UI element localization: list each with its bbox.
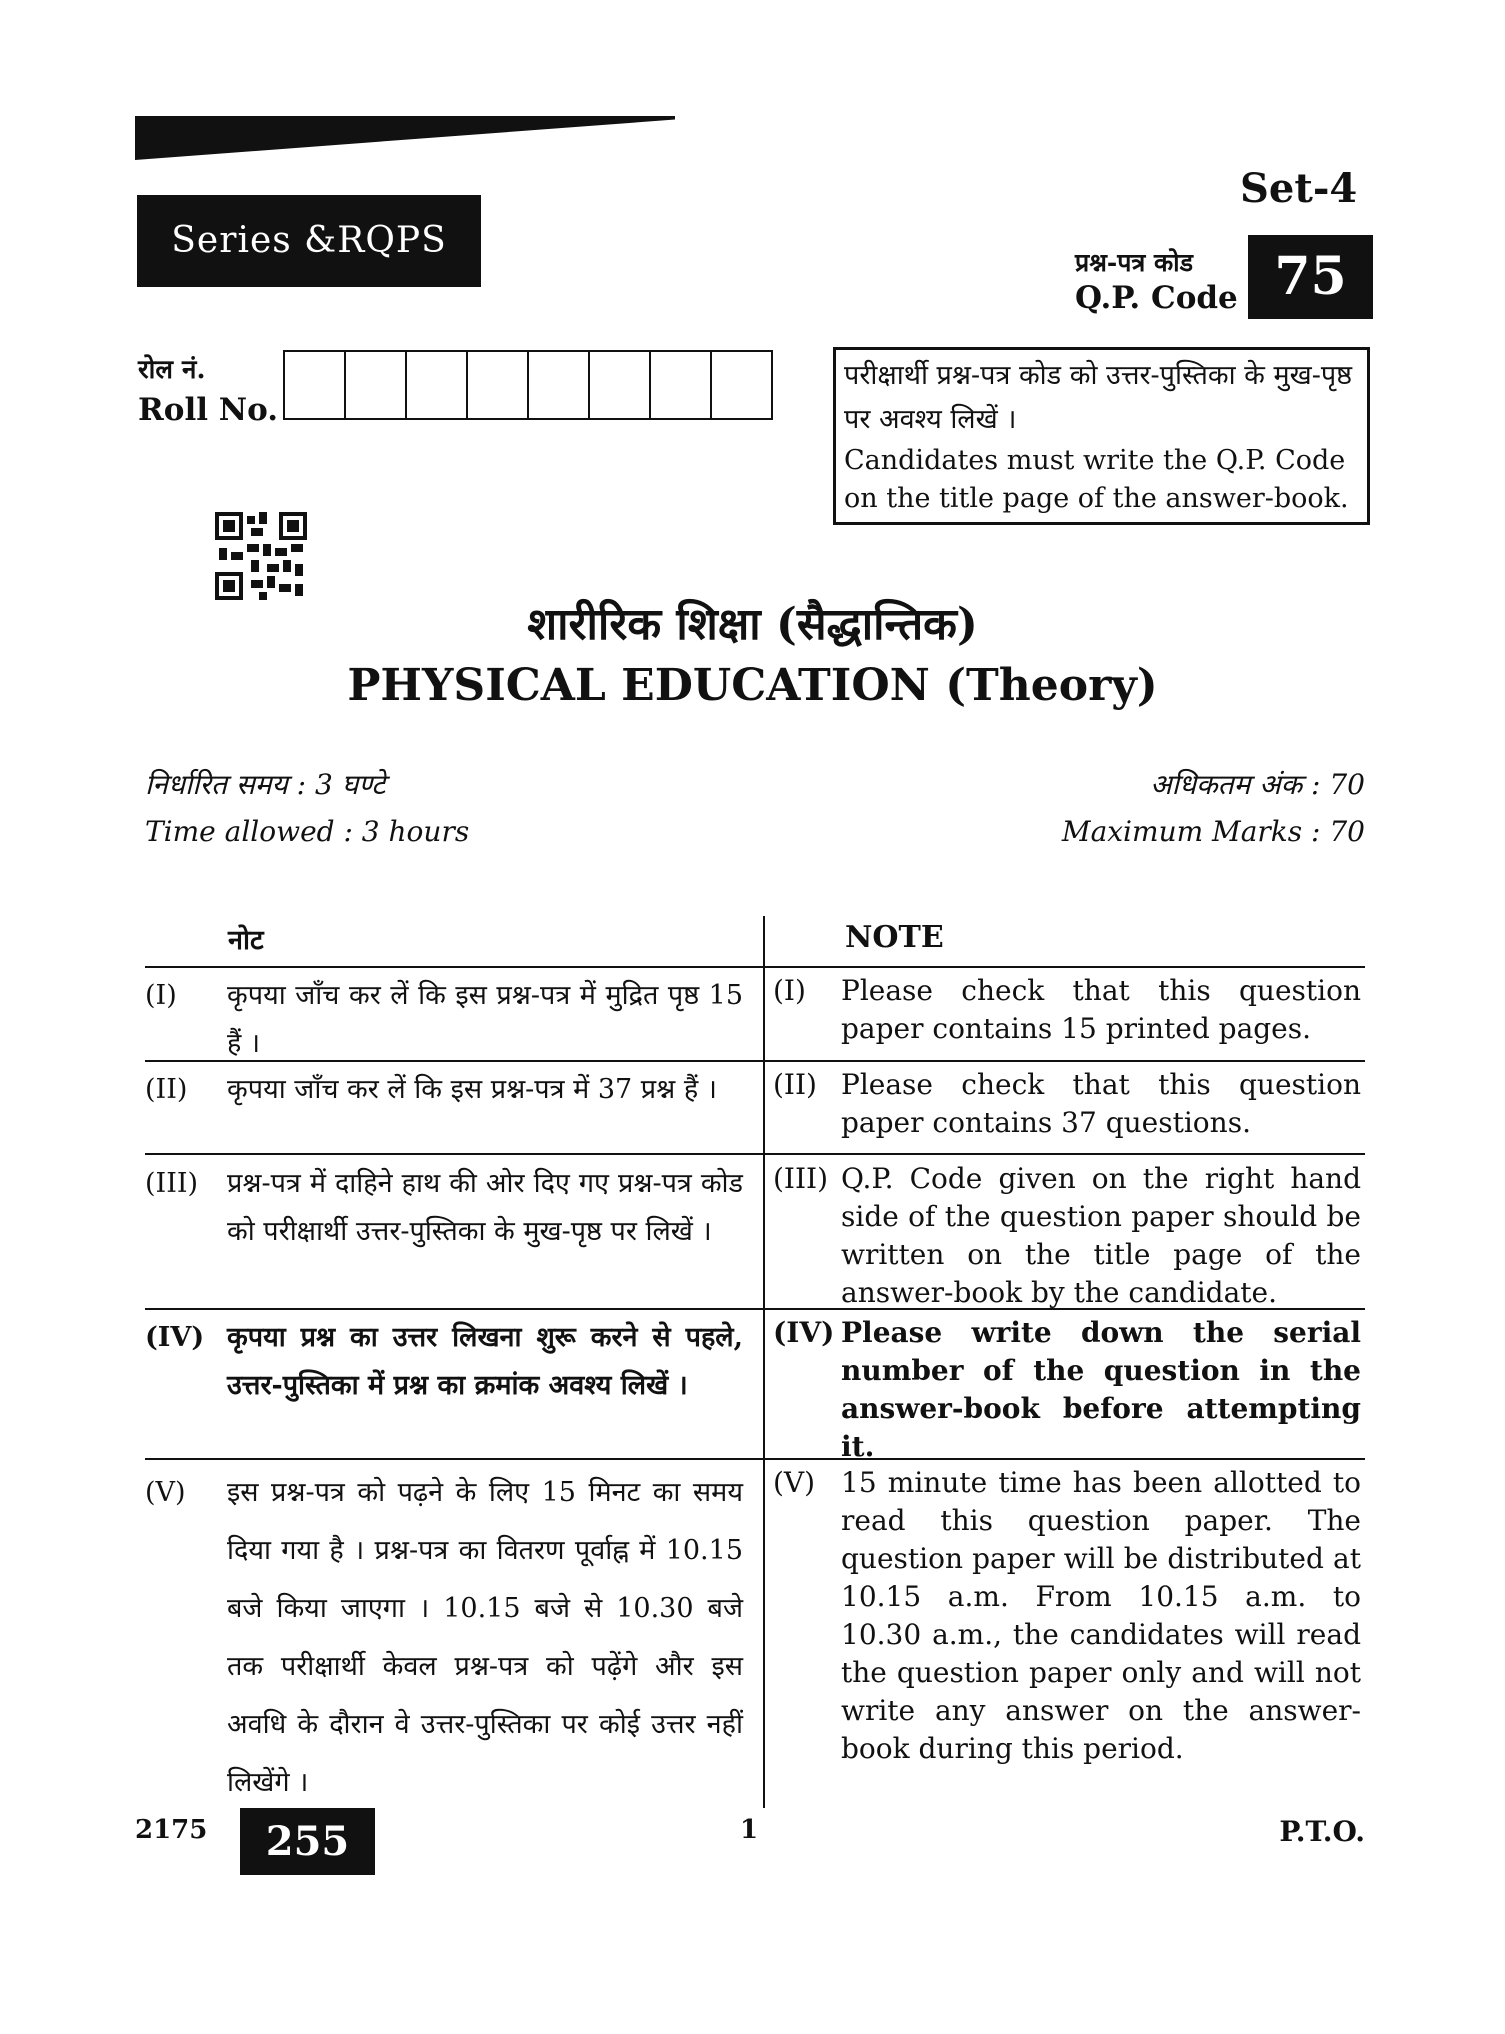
qp-code-value: 75 [1248,235,1373,319]
title-english: PHYSICAL EDUCATION (Theory) [347,660,1158,711]
roll-digit-box[interactable] [651,352,712,418]
note-heading: NOTE [845,920,944,955]
note-text-hindi: कृपया जाँच कर लें कि इस प्रश्न-पत्र में 37 प्रश्न हैं । [227,1074,717,1105]
qr-code-icon [215,512,307,600]
note-number: (III) [773,1162,829,1195]
roll-digit-box[interactable] [529,352,590,418]
title-hindi: शारीरिक शिक्षा (सैद्धान्तिक) [527,599,978,650]
note-number: (II) [773,1068,817,1101]
note-number: (III) [145,1168,199,1199]
note-text-hindi: इस प्रश्न-पत्र को पढ़ने के लिए 15 मिनट का समय दिया गया है । प्रश्न-पत्र का वितरण पूर्वाह्न में 10.15 बजे किया जाएगा । 10.15 बजे से 10.30 बजे तक परीक्षार्थी केवल प्रश्न-पत्र को पढ़ेंगे और इस अवधि के दौरान वे उत्तर-पुस्तिका पर कोई उत्तर नहीं लिखेंगे । [227,1477,743,1798]
qp-code-label-hindi: प्रश्न-पत्र कोड [1075,248,1194,277]
note-text-english: 15 minute time has been allotted to read this question paper. The question paper will be distributed at 10.15 a.m. From 10.15 a.m. to 10.30 a.m., the candidates will read the question paper only and will not write any answer on the answer-book during this period. [841,1466,1361,1765]
maximum-marks: Maximum Marks : 70 [1061,815,1365,848]
maximum-marks-hindi: अधिकतम अंक : 70 [1150,768,1365,801]
roll-digit-box[interactable] [468,352,529,418]
note-number: (II) [145,1074,188,1105]
note-number: (V) [145,1477,186,1508]
roll-label-hindi: रोल नं. [138,355,206,385]
note-text-english: Please check that this question paper contains 37 questions. [841,1068,1361,1139]
roll-number-boxes[interactable] [283,350,773,420]
time-allowed: Time allowed : 3 hours [145,815,470,848]
qp-code-label: Q.P. Code [1075,280,1238,316]
series-label: Series &RQPS [137,195,481,287]
note-number: (I) [773,974,806,1007]
page-number: 1 [740,1815,759,1845]
notice-english: Candidates must write the Q.P. Code on the title page of the answer-book. [844,445,1349,514]
set-label: Set-4 [1240,165,1358,212]
roll-digit-box[interactable] [285,352,346,418]
roll-digit-box[interactable] [712,352,771,418]
roll-label: Roll No. [138,392,279,428]
roll-digit-box[interactable] [346,352,407,418]
note-text-english: Q.P. Code given on the right hand side of the question paper should be written on the title page of the answer-book by the candidate. [841,1162,1361,1309]
note-number: (IV) [145,1322,205,1353]
time-allowed-hindi: निर्धारित समय : 3 घण्टे [145,768,386,801]
note-heading-hindi: नोट [228,925,264,956]
row-divider [145,1153,1365,1155]
notice-hindi: परीक्षार्थी प्रश्न-पत्र कोड को उत्तर-पुस्तिका के मुख-पृष्ठ पर अवश्य लिखें । [844,360,1353,435]
note-text-english: Please check that this question paper contains 15 printed pages. [841,974,1361,1045]
row-divider [145,966,1365,968]
column-divider [763,916,765,1808]
pto-label: P.T.O. [1279,1815,1365,1848]
footer-code: 2175 [135,1815,208,1845]
note-number: (IV) [773,1316,835,1349]
note-number: (I) [145,980,177,1011]
note-text-english: Please write down the serial number of the question in the answer-book before attempting it. [841,1316,1361,1463]
qp-code-notice [833,347,1370,525]
note-text-hindi: प्रश्न-पत्र में दाहिने हाथ की ओर दिए गए प्रश्न-पत्र कोड को परीक्षार्थी उत्तर-पुस्तिका के मुख-पृष्ठ पर लिखें । [227,1168,743,1247]
roll-digit-box[interactable] [407,352,468,418]
footer-box-number: 255 [240,1808,375,1875]
roll-digit-box[interactable] [590,352,651,418]
note-number: (V) [773,1466,816,1499]
note-text-hindi: कृपया जाँच कर लें कि इस प्रश्न-पत्र में मुद्रित पृष्ठ 15 हैं । [227,980,743,1059]
header-bar [135,116,675,160]
note-text-hindi: कृपया प्रश्न का उत्तर लिखना शुरू करने से पहले, उत्तर-पुस्तिका में प्रश्न का क्रमांक अवश्य लिखें । [227,1322,743,1401]
